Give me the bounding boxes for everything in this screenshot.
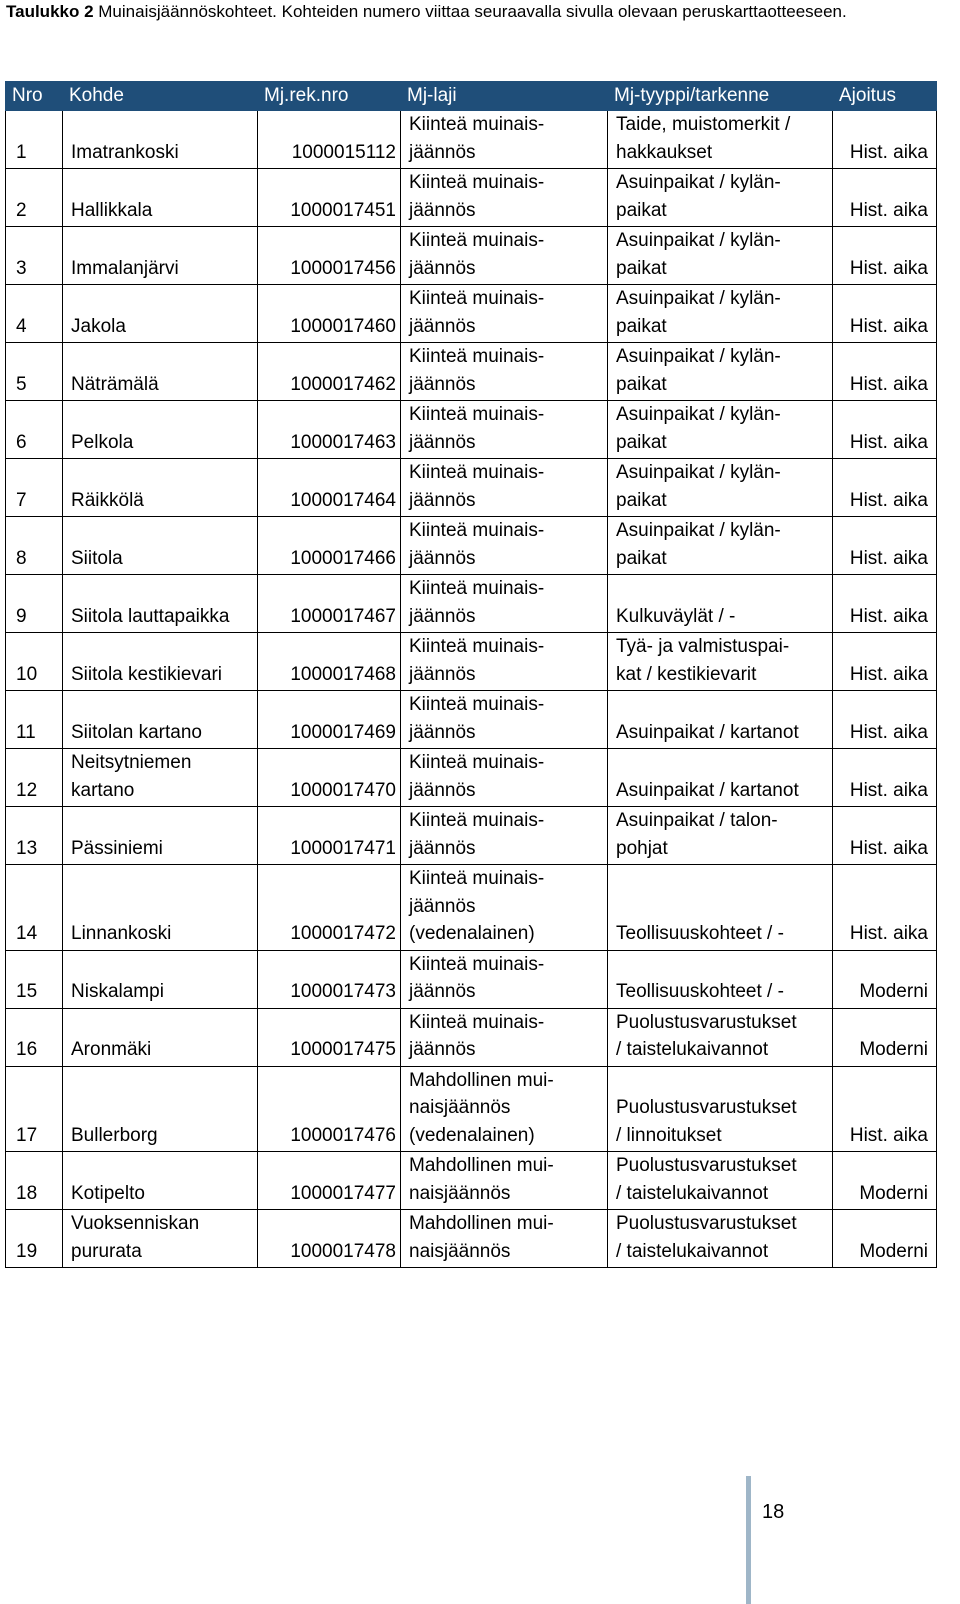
cell-mj-laji — [401, 575, 608, 633]
cell-mj-laji-text: Kiinteä muinais- jäännös — [409, 462, 545, 511]
table-body — [6, 111, 937, 1268]
cell-mj-tyyppi-text: Puolustusvarustukset / taistelukaivannot — [616, 1155, 797, 1204]
cell-nro-text: 8 — [16, 547, 27, 569]
cell-kohde — [63, 633, 258, 691]
cell-nro — [6, 111, 63, 169]
cell-mj-tyyppi — [608, 227, 833, 285]
cell-ajoitus-text: Hist. aika — [849, 257, 928, 279]
cell-mj-tyyppi — [608, 807, 833, 865]
cell-ajoitus — [833, 865, 937, 951]
cell-nro — [6, 227, 63, 285]
cell-mj-rek-nro-text: 1000017478 — [290, 1240, 396, 1262]
cell-nro-text: 5 — [16, 373, 27, 395]
cell-mj-tyyppi — [608, 575, 833, 633]
cell-mj-rek-nro-text: 1000017471 — [290, 837, 396, 859]
cell-mj-tyyppi-text: Asuinpaikat / kylän- paikat — [616, 172, 781, 221]
cell-mj-rek-nro-text: 1000017472 — [290, 923, 396, 944]
table-row — [6, 285, 937, 343]
cell-kohde-text: Siitola lauttapaikka — [71, 605, 230, 627]
cell-mj-tyyppi-text: Asuinpaikat / kylän- paikat — [616, 462, 781, 511]
cell-mj-tyyppi — [608, 1210, 833, 1268]
cell-kohde — [63, 459, 258, 517]
cell-mj-tyyppi — [608, 285, 833, 343]
cell-mj-laji — [401, 950, 608, 1008]
cell-ajoitus — [833, 343, 937, 401]
cell-nro — [6, 1210, 63, 1268]
cell-nro-text: 10 — [16, 663, 38, 685]
table-row — [6, 459, 937, 517]
cell-ajoitus — [833, 517, 937, 575]
cell-kohde — [63, 1066, 258, 1152]
cell-nro — [6, 691, 63, 749]
cell-mj-tyyppi — [608, 111, 833, 169]
page-number: 18 — [762, 1501, 785, 1523]
cell-mj-rek-nro-text: 1000017468 — [290, 663, 396, 685]
cell-ajoitus-text: Moderni — [859, 981, 928, 1002]
cell-mj-rek-nro-text: 1000017462 — [290, 373, 396, 395]
header-kohde: Kohde — [63, 82, 258, 111]
cell-mj-tyyppi-text: Puolustusvarustukset / taistelukaivannot — [616, 1213, 797, 1262]
cell-nro-text: 13 — [16, 837, 38, 859]
cell-ajoitus — [833, 1066, 937, 1152]
cell-ajoitus-text: Hist. aika — [849, 547, 928, 569]
cell-mj-laji — [401, 169, 608, 227]
cell-mj-laji-text: Kiinteä muinais- jäännös — [409, 172, 545, 221]
table-row — [6, 575, 937, 633]
cell-mj-rek-nro — [258, 169, 401, 227]
cell-ajoitus — [833, 1152, 937, 1210]
cell-mj-laji-text: Kiinteä muinais- jäännös — [409, 953, 545, 1002]
cell-nro — [6, 459, 63, 517]
cell-kohde-text: Siitola kestikievari — [71, 663, 222, 685]
cell-mj-rek-nro — [258, 633, 401, 691]
monuments-table — [5, 81, 937, 1268]
cell-kohde-text: Pässiniemi — [71, 837, 163, 859]
cell-nro-text: 9 — [16, 605, 27, 627]
cell-nro-text: 11 — [16, 721, 36, 743]
cell-mj-tyyppi — [608, 517, 833, 575]
cell-kohde-text: Aronmäki — [71, 1039, 152, 1060]
cell-nro — [6, 807, 63, 865]
cell-kohde-text: Räikkölä — [71, 489, 144, 511]
cell-mj-rek-nro — [258, 691, 401, 749]
cell-mj-rek-nro-text: 1000017470 — [290, 779, 396, 801]
cell-mj-laji-text: Kiinteä muinais- jäännös — [409, 404, 545, 453]
cell-mj-rek-nro-text: 1000017466 — [290, 547, 396, 569]
table-caption — [6, 0, 936, 24]
cell-mj-laji — [401, 227, 608, 285]
cell-mj-laji-text: Kiinteä muinais- jäännös — [409, 346, 545, 395]
cell-kohde — [63, 111, 258, 169]
cell-nro-text: 14 — [16, 923, 38, 944]
cell-kohde-text: Linnankoski — [71, 923, 172, 944]
cell-ajoitus-text: Hist. aika — [849, 837, 928, 859]
cell-kohde — [63, 285, 258, 343]
cell-mj-rek-nro-text: 1000017476 — [290, 1124, 396, 1146]
cell-mj-laji-text: Kiinteä muinais- jäännös — [409, 636, 545, 685]
cell-mj-laji — [401, 517, 608, 575]
cell-ajoitus — [833, 1210, 937, 1268]
cell-mj-tyyppi — [608, 1152, 833, 1210]
cell-ajoitus — [833, 950, 937, 1008]
cell-mj-tyyppi-text: Teollisuuskohteet / - — [616, 981, 784, 1002]
cell-mj-rek-nro-text: 1000017464 — [290, 489, 396, 511]
cell-ajoitus — [833, 401, 937, 459]
header-mj-rek-nro: Mj.rek.nro — [258, 82, 401, 111]
table-row — [6, 807, 937, 865]
cell-nro-text: 12 — [16, 779, 38, 801]
cell-mj-tyyppi — [608, 950, 833, 1008]
cell-kohde — [63, 865, 258, 951]
cell-mj-rek-nro-text: 1000017467 — [290, 605, 396, 627]
cell-nro — [6, 575, 63, 633]
cell-kohde-text: Hallikkala — [71, 199, 153, 221]
table-row — [6, 517, 937, 575]
cell-mj-tyyppi — [608, 1066, 833, 1152]
cell-ajoitus — [833, 285, 937, 343]
cell-mj-tyyppi — [608, 749, 833, 807]
cell-mj-tyyppi-text: Asuinpaikat / kylän- paikat — [616, 404, 781, 453]
cell-ajoitus-text: Hist. aika — [849, 663, 928, 685]
cell-mj-rek-nro — [258, 575, 401, 633]
cell-ajoitus-text: Hist. aika — [849, 315, 928, 337]
cell-mj-rek-nro — [258, 111, 401, 169]
cell-kohde-text: Imatrankoski — [71, 141, 179, 163]
cell-nro-text: 18 — [16, 1182, 38, 1204]
cell-ajoitus — [833, 575, 937, 633]
cell-kohde — [63, 1008, 258, 1066]
cell-mj-laji — [401, 459, 608, 517]
cell-mj-tyyppi — [608, 633, 833, 691]
cell-nro — [6, 633, 63, 691]
cell-ajoitus-text: Hist. aika — [849, 431, 928, 453]
cell-mj-rek-nro-text: 1000015112 — [291, 141, 396, 163]
table-row — [6, 691, 937, 749]
header-nro: Nro — [6, 82, 63, 111]
cell-mj-laji-text: Kiinteä muinais- jäännös — [409, 578, 545, 627]
cell-nro — [6, 1066, 63, 1152]
table-row — [6, 169, 937, 227]
cell-mj-rek-nro-text: 1000017460 — [290, 315, 396, 337]
cell-nro-text: 19 — [16, 1240, 38, 1262]
cell-nro — [6, 865, 63, 951]
cell-mj-tyyppi-text: Asuinpaikat / talon- pohjat — [616, 810, 778, 859]
cell-mj-tyyppi-text: Asuinpaikat / kartanot — [616, 721, 799, 743]
cell-mj-laji-text: Mahdollinen mui- naisjäännös — [409, 1155, 554, 1204]
cell-mj-tyyppi-text: Kulkuväylät / - — [616, 605, 736, 627]
cell-kohde — [63, 575, 258, 633]
cell-mj-tyyppi-text: Asuinpaikat / kylän- paikat — [616, 346, 781, 395]
cell-ajoitus — [833, 633, 937, 691]
header-mj-laji: Mj-laji — [401, 82, 608, 111]
cell-mj-rek-nro-text: 1000017463 — [290, 431, 396, 453]
cell-mj-tyyppi — [608, 691, 833, 749]
cell-mj-laji-text: Kiinteä muinais- jäännös (vedenalainen) — [409, 868, 545, 944]
cell-kohde — [63, 691, 258, 749]
cell-mj-laji — [401, 865, 608, 951]
cell-ajoitus-text: Hist. aika — [849, 141, 928, 163]
table-row — [6, 1152, 937, 1210]
cell-mj-laji-text: Mahdollinen mui- naisjäännös (vedenalainen) — [409, 1069, 554, 1146]
cell-mj-rek-nro — [258, 343, 401, 401]
cell-kohde — [63, 401, 258, 459]
cell-mj-tyyppi — [608, 401, 833, 459]
cell-mj-rek-nro — [258, 1066, 401, 1152]
cell-kohde-text: Siitolan kartano — [71, 721, 202, 743]
cell-mj-tyyppi-text: Asuinpaikat / kartanot — [616, 779, 799, 801]
cell-ajoitus-text: Hist. aika — [849, 199, 928, 221]
cell-mj-laji — [401, 633, 608, 691]
cell-kohde-text: Kotipelto — [71, 1182, 145, 1204]
table-row — [6, 1008, 937, 1066]
cell-mj-laji — [401, 401, 608, 459]
cell-kohde-text: Bullerborg — [71, 1124, 158, 1146]
cell-mj-laji — [401, 691, 608, 749]
cell-mj-rek-nro — [258, 285, 401, 343]
cell-kohde — [63, 169, 258, 227]
cell-mj-laji — [401, 285, 608, 343]
cell-kohde-text: Pelkola — [71, 431, 134, 453]
cell-kohde — [63, 807, 258, 865]
cell-mj-laji-text: Kiinteä muinais- jäännös — [409, 1011, 545, 1060]
cell-ajoitus — [833, 111, 937, 169]
cell-mj-laji-text: Kiinteä muinais- jäännös — [409, 694, 545, 743]
cell-kohde-text: Jakola — [71, 315, 126, 337]
cell-mj-laji-text: Kiinteä muinais- jäännös — [409, 752, 545, 801]
cell-mj-laji — [401, 1008, 608, 1066]
cell-ajoitus — [833, 227, 937, 285]
table-row — [6, 111, 937, 169]
cell-mj-rek-nro — [258, 1152, 401, 1210]
cell-kohde — [63, 227, 258, 285]
cell-mj-rek-nro — [258, 227, 401, 285]
cell-kohde — [63, 1152, 258, 1210]
cell-ajoitus — [833, 1008, 937, 1066]
table-row — [6, 227, 937, 285]
cell-kohde — [63, 517, 258, 575]
cell-ajoitus — [833, 691, 937, 749]
cell-mj-tyyppi-text: Asuinpaikat / kylän- paikat — [616, 230, 781, 279]
cell-mj-rek-nro — [258, 865, 401, 951]
cell-ajoitus-text: Hist. aika — [849, 605, 928, 627]
cell-kohde-text: Niskalampi — [71, 981, 164, 1002]
cell-mj-laji — [401, 1066, 608, 1152]
cell-mj-tyyppi-text: Puolustusvarustukset / taistelukaivannot — [616, 1011, 797, 1060]
cell-mj-laji-text: Mahdollinen mui- naisjäännös — [409, 1213, 554, 1262]
cell-mj-rek-nro — [258, 1008, 401, 1066]
cell-mj-laji-text: Kiinteä muinais- jäännös — [409, 230, 545, 279]
cell-nro — [6, 285, 63, 343]
footer-accent-bar — [746, 1476, 751, 1604]
cell-mj-rek-nro — [258, 517, 401, 575]
cell-ajoitus-text: Hist. aika — [849, 373, 928, 395]
cell-nro-text: 16 — [16, 1039, 38, 1060]
caption-label: Taulukko 2 — [6, 2, 94, 21]
cell-mj-tyyppi-text: Taide, muistomerkit / hakkaukset — [616, 114, 791, 163]
caption-text: Muinaisjäännöskohteet. Kohteiden numero viittaa seuraavalla sivulla olevaan peruskarttaotteeseen. — [93, 2, 847, 21]
cell-mj-laji-text: Kiinteä muinais- jäännös — [409, 520, 545, 569]
cell-kohde-text: Siitola — [71, 547, 123, 569]
cell-mj-tyyppi-text: Asuinpaikat / kylän- paikat — [616, 520, 781, 569]
cell-nro — [6, 169, 63, 227]
cell-mj-tyyppi-text: Asuinpaikat / kylän- paikat — [616, 288, 781, 337]
cell-mj-laji-text: Kiinteä muinais- jäännös — [409, 810, 545, 859]
cell-nro — [6, 1152, 63, 1210]
cell-mj-laji — [401, 111, 608, 169]
cell-kohde-text: Immalanjärvi — [71, 257, 179, 279]
cell-nro-text: 1 — [16, 141, 27, 163]
table-row — [6, 633, 937, 691]
cell-mj-laji — [401, 1210, 608, 1268]
cell-ajoitus-text: Hist. aika — [849, 923, 928, 944]
cell-ajoitus-text: Moderni — [859, 1039, 928, 1060]
cell-mj-rek-nro — [258, 1210, 401, 1268]
cell-nro — [6, 343, 63, 401]
cell-ajoitus-text: Moderni — [859, 1182, 928, 1204]
table-row — [6, 950, 937, 1008]
cell-nro — [6, 950, 63, 1008]
cell-mj-laji — [401, 807, 608, 865]
cell-mj-tyyppi — [608, 459, 833, 517]
cell-ajoitus — [833, 459, 937, 517]
cell-mj-tyyppi — [608, 343, 833, 401]
cell-mj-rek-nro — [258, 749, 401, 807]
cell-mj-rek-nro-text: 1000017456 — [290, 257, 396, 279]
cell-mj-laji — [401, 1152, 608, 1210]
cell-nro — [6, 517, 63, 575]
cell-nro-text: 2 — [16, 199, 27, 221]
table-row — [6, 343, 937, 401]
cell-mj-tyyppi — [608, 169, 833, 227]
table-header-row — [6, 82, 937, 111]
cell-kohde — [63, 950, 258, 1008]
cell-mj-rek-nro-text: 1000017469 — [290, 721, 396, 743]
cell-ajoitus — [833, 169, 937, 227]
table-row — [6, 401, 937, 459]
cell-nro-text: 3 — [16, 257, 27, 279]
cell-mj-rek-nro — [258, 950, 401, 1008]
cell-mj-laji-text: Kiinteä muinais- jäännös — [409, 288, 545, 337]
cell-mj-tyyppi-text: Puolustusvarustukset / linnoitukset — [616, 1097, 797, 1146]
table-row — [6, 749, 937, 807]
cell-mj-tyyppi-text: Teollisuuskohteet / - — [616, 923, 784, 944]
cell-mj-rek-nro — [258, 807, 401, 865]
cell-mj-laji-text: Kiinteä muinais- jäännös — [409, 114, 545, 163]
cell-ajoitus-text: Hist. aika — [849, 1124, 928, 1146]
cell-ajoitus — [833, 807, 937, 865]
cell-mj-rek-nro-text: 1000017477 — [290, 1182, 396, 1204]
cell-mj-rek-nro — [258, 459, 401, 517]
cell-kohde — [63, 343, 258, 401]
cell-nro — [6, 749, 63, 807]
cell-kohde-text: Neitsytniemen kartano — [71, 752, 192, 801]
header-mj-tyyppi: Mj-tyyppi/tarkenne — [608, 82, 833, 111]
cell-nro-text: 17 — [16, 1124, 38, 1146]
cell-ajoitus-text: Moderni — [859, 1240, 928, 1262]
cell-kohde-text: Vuoksenniskan pururata — [71, 1213, 200, 1262]
cell-nro-text: 6 — [16, 431, 27, 453]
cell-kohde — [63, 749, 258, 807]
cell-mj-rek-nro-text: 1000017475 — [290, 1039, 396, 1060]
cell-mj-laji — [401, 343, 608, 401]
cell-ajoitus — [833, 749, 937, 807]
cell-nro-text: 15 — [16, 981, 38, 1002]
table-row — [6, 865, 937, 951]
cell-nro-text: 4 — [16, 315, 27, 337]
cell-ajoitus-text: Hist. aika — [849, 779, 928, 801]
cell-nro-text: 7 — [16, 489, 27, 511]
cell-mj-rek-nro-text: 1000017473 — [290, 981, 396, 1002]
cell-mj-tyyppi — [608, 1008, 833, 1066]
cell-mj-tyyppi — [608, 865, 833, 951]
cell-mj-laji — [401, 749, 608, 807]
cell-ajoitus-text: Hist. aika — [849, 489, 928, 511]
cell-kohde — [63, 1210, 258, 1268]
table-row — [6, 1066, 937, 1152]
table-row — [6, 1210, 937, 1268]
cell-nro — [6, 401, 63, 459]
cell-mj-rek-nro — [258, 401, 401, 459]
cell-kohde-text: Näträmälä — [71, 373, 159, 395]
cell-nro — [6, 1008, 63, 1066]
cell-mj-rek-nro-text: 1000017451 — [290, 199, 396, 221]
cell-ajoitus-text: Hist. aika — [849, 721, 928, 743]
cell-mj-tyyppi-text: Tyä- ja valmistuspai- kat / kestikievarit — [616, 636, 790, 685]
header-ajoitus: Ajoitus — [833, 82, 937, 111]
